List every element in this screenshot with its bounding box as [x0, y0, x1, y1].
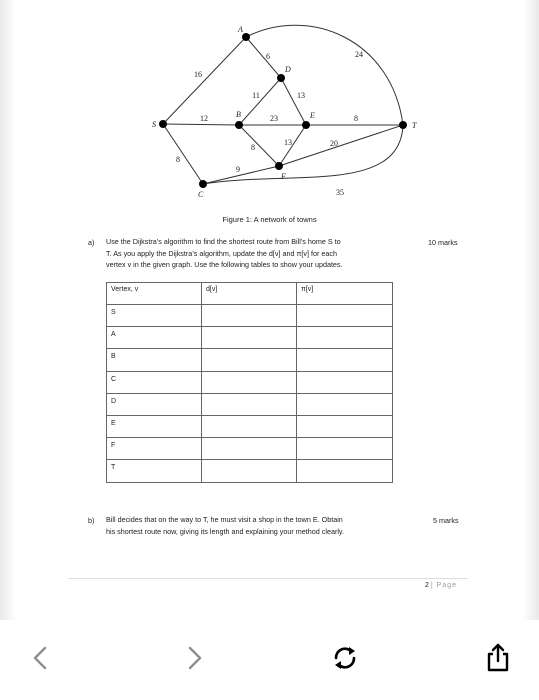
d-cell: [202, 371, 297, 393]
d-cell: [202, 415, 297, 437]
d-cell: [202, 460, 297, 482]
vertex-f: [275, 162, 283, 170]
question-a-line: vertex v in the given graph. Use the following tables to show your updates.: [106, 260, 343, 269]
vertex-label: A: [238, 25, 243, 34]
table-row: [107, 305, 393, 327]
vertex-label: T: [412, 121, 417, 130]
d-cell: [202, 393, 297, 415]
rotate-button[interactable]: [325, 638, 365, 678]
question-a-line: T. As you apply the Dijkstra’s algorithm, update the d[v] and π[v] for each: [106, 248, 337, 258]
edge-weight-label: 11: [252, 91, 260, 100]
edge-weight-label: 9: [236, 165, 240, 174]
footer-divider: [68, 578, 468, 579]
graph-edge-s-c: [163, 124, 203, 184]
column-header: d[v]: [202, 283, 297, 305]
question-b-line: Bill decides that on the way to T, he must visit a shop in the town E. Obtain: [106, 515, 343, 524]
vertex-e: [302, 121, 310, 129]
vertex-label: S: [152, 120, 156, 129]
share-icon: [478, 638, 518, 678]
question-a-marks: 10 marks: [428, 238, 458, 247]
edge-weight-label: 13: [297, 91, 305, 100]
table-row: [107, 371, 393, 393]
table-row: [107, 327, 393, 349]
share-button[interactable]: [478, 638, 518, 678]
pi-cell: [297, 460, 393, 482]
graph-edge-b-f: [239, 125, 279, 166]
vertex-label: C: [198, 190, 204, 199]
vertex-cell: C: [107, 371, 202, 393]
graph-edge-f-t: [279, 125, 403, 166]
page-number: [425, 582, 457, 589]
d-cell: [202, 327, 297, 349]
bottom-toolbar: [0, 620, 539, 700]
edge-weight-label: 20: [330, 139, 338, 148]
pi-cell: [297, 371, 393, 393]
chevron-left-icon: [20, 638, 60, 678]
graph-edge-a-t: [246, 25, 403, 125]
vertex-cell: F: [107, 438, 202, 460]
vertex-cell: D: [107, 393, 202, 415]
vertex-s: [159, 120, 167, 128]
vertex-label: E: [310, 111, 315, 120]
graph-edge-s-a: [163, 37, 246, 124]
question-a-label: a): [88, 238, 95, 247]
figure-caption: Figure 1: A network of towns: [222, 215, 317, 224]
table-row: [107, 460, 393, 482]
vertex-cell: S: [107, 305, 202, 327]
pi-cell: [297, 415, 393, 437]
table-row: [107, 393, 393, 415]
vertex-cell: T: [107, 460, 202, 482]
vertex-c: [199, 180, 207, 188]
rotate-icon: [325, 638, 365, 678]
edge-weight-label: 35: [336, 188, 344, 197]
graph-vertices: [152, 25, 417, 199]
graph-edge-a-d: [246, 37, 281, 78]
table-row: [107, 415, 393, 437]
vertex-cell: A: [107, 327, 202, 349]
pi-cell: [297, 438, 393, 460]
edge-weight-label: 24: [355, 50, 363, 59]
table-header-row: [107, 283, 393, 305]
edge-weight-label: 8: [251, 143, 255, 152]
vertex-d: [277, 74, 285, 82]
vertex-b: [235, 121, 243, 129]
edge-weight-label: 23: [270, 114, 278, 123]
page-number-word: | Page: [430, 582, 457, 589]
vertex-label: B: [236, 110, 241, 119]
graph-edge-c-f: [203, 166, 279, 184]
vertex-a: [242, 33, 250, 41]
edge-weight-label: 6: [266, 52, 270, 61]
chevron-right-icon: [175, 638, 215, 678]
pi-cell: [297, 349, 393, 371]
page-number-value: 2: [425, 582, 429, 589]
pi-cell: [297, 393, 393, 415]
table-row: [107, 349, 393, 371]
vertex-cell: B: [107, 349, 202, 371]
d-cell: [202, 349, 297, 371]
question-b-line: his shortest route now, giving its length and explaining your method clearly.: [106, 526, 344, 536]
network-graph: [0, 0, 539, 215]
edge-weight-label: 16: [194, 70, 202, 79]
pi-cell: [297, 327, 393, 349]
question-b-label: b): [88, 516, 95, 525]
table-row: [107, 438, 393, 460]
edge-weight-label: 13: [284, 138, 292, 147]
vertex-label: D: [285, 65, 291, 74]
edge-weight-label: 8: [354, 114, 358, 123]
question-b-marks: 5 marks: [433, 516, 459, 525]
dijkstra-table: [106, 282, 393, 483]
vertex-t: [399, 121, 407, 129]
graph-edge-s-b: [163, 124, 239, 125]
column-header: π[v]: [297, 283, 393, 305]
pi-cell: [297, 305, 393, 327]
question-a-text: [106, 236, 343, 271]
question-b-text: [106, 514, 344, 537]
vertex-cell: E: [107, 415, 202, 437]
edge-weight-label: 12: [200, 114, 208, 123]
graph-edge-d-e: [281, 78, 306, 125]
column-header: Vertex, v: [107, 283, 202, 305]
d-cell: [202, 305, 297, 327]
back-button[interactable]: [20, 638, 60, 678]
question-a-line: Use the Dijkstra’s algorithm to find the shortest route from Bill’s home S to: [106, 237, 341, 246]
graph-edge-c-t: [203, 125, 403, 184]
vertex-label: F: [281, 172, 286, 181]
edge-weight-label: 8: [176, 155, 180, 164]
graph-edges: [163, 25, 403, 184]
forward-button[interactable]: [175, 638, 215, 678]
d-cell: [202, 438, 297, 460]
